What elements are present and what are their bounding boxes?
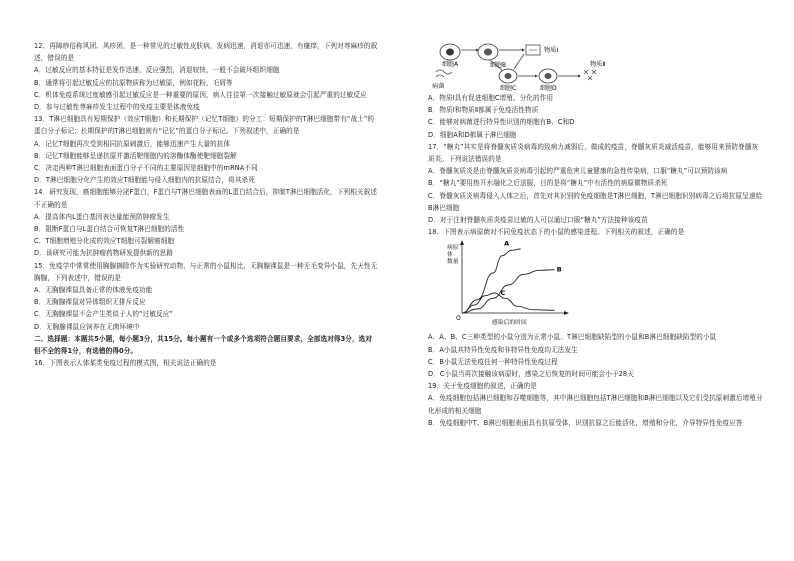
answer-option: D．参与过敏性荨麻疹发生过程中的免疫主要是体液免疫 — [34, 103, 200, 112]
answer-option: A．提高体内L蛋白基因表达量能预防肿瘤发生 — [34, 212, 170, 221]
answer-option: A．过敏反应的基本特征是发作迅速，反应强烈，消退较快，一般不会破坏组织细胞 — [34, 66, 280, 75]
cell-d-nucleus — [545, 73, 552, 79]
x-axis-arrow — [564, 311, 569, 315]
answer-option: C．无胸腺裸鼠不会产生类似于人的“过敏反应” — [34, 310, 173, 319]
answer-option: B．记忆T细胞能够呈递抗原并激活靶细胞内的溶酶体酶使靶细胞裂解 — [34, 151, 237, 160]
answer-option: B．A小鼠其特异性免疫和非特异性免疫均无法发生 — [428, 345, 578, 354]
answer-option: B．免疫细胞中T、B淋巴细胞表面具有抗原受体，识别抗原之后能活化，增殖和分化，介导特异性免疫应答 — [428, 418, 743, 427]
arrowhead — [578, 75, 581, 78]
figure-18-infection-chart — [446, 239, 570, 327]
infection-curve-chart — [446, 239, 570, 327]
question-stem: 17．“糖丸”其实是将脊髓灰质炎病毒的致病力减弱后，做成的疫苗，脊髓灰质炎减活疫苗，能够用来预防脊髓灰质炎。下列说法错误的是 — [428, 142, 759, 164]
question-stem: 16．下图表示人体某类免疫过程的模式图，相关说法正确的是 — [34, 359, 217, 368]
answer-option: D．细胞A和D都属于淋巴细胞 — [428, 130, 517, 139]
answer-option: A．记忆T细胞再次受到相同抗原刺激后，能够迅速产生大量的抗体 — [34, 139, 231, 148]
section-heading: 二、选择题：本题共5小题，每小题3分，共15分。每小题有一个或多个选项符合题目要求，全部选对得3分，选对但不全的得1分，有选错的得0分。 — [34, 334, 373, 356]
answer-option: A．A、B、C三种类型的小鼠分别为正常小鼠、T淋巴细胞缺陷型的小鼠和B淋巴细胞缺陷型的小鼠 — [428, 333, 717, 342]
question-stem: 19．关于免疫细胞的叙述，正确的是 — [428, 382, 537, 391]
series-C-line — [462, 293, 555, 313]
question-stem: 18．下图表示病原菌对不同免疫状态下的小鼠的感染进程。下列相关的叙述，正确的是 — [428, 228, 685, 237]
label-cell-a: 细胞A — [442, 61, 459, 68]
cell-a-nucleus — [446, 49, 454, 56]
arrow-substance-to-c — [514, 54, 524, 69]
origin-label: O — [456, 315, 461, 323]
answer-option: B．无胸腺裸鼠对异体组织无排斥反应 — [34, 298, 146, 307]
label-cell-c: 细胞C — [500, 85, 517, 92]
x-axis-label: 感染后的时间 — [492, 320, 527, 327]
question-stem: 12、再障痧俗称风团、风疹团，是一种常见的过敏性皮肤病，发病迅速，消退亦可迅速，有瘙痒，下列对荨麻疹的叙述，错误的是 — [34, 42, 378, 63]
label-pathogen: 病菌 — [432, 83, 445, 90]
y-axis-label-line1: 病原 — [447, 245, 459, 252]
label-substance-one: 物质Ⅰ — [544, 47, 559, 54]
arrowhead — [522, 49, 525, 52]
series-B-label: B — [556, 266, 562, 275]
series-B-line — [462, 270, 555, 313]
answer-option: A．无胸腺裸鼠具备正常的体液免疫功能 — [34, 286, 153, 295]
answer-option: C．能够对病菌进行特异性识别的细胞有B、C和D — [428, 118, 575, 127]
answer-option: C．B小鼠无法免疫任何一种特异性免疫过程 — [428, 357, 558, 366]
answer-option: C．脊髓灰质炎病毒侵入人体之后，首先对其识别的免疫细胞是T淋巴细胞，T淋巴细胞识别病毒之后将抗原呈递给B淋巴细胞 — [428, 191, 763, 212]
answer-option: B．阻断F蛋白与L蛋白结合可恢复T淋巴细胞的活性 — [34, 225, 185, 234]
right-text-block-b — [428, 331, 764, 429]
immune-process-diagram — [430, 36, 630, 92]
answer-option: C．机体免疫系统过度敏感引起过敏反应是一种重要的原因，病人往往第一次接触过敏原就会引起严重的过敏反应 — [34, 90, 367, 99]
label-substance-two: 物质Ⅱ — [590, 61, 606, 68]
figure-16-immune-process — [430, 36, 630, 92]
answer-option: C．T细胞增殖分化成的效应T细胞可裂解癌细胞 — [34, 237, 175, 246]
answer-option: B．“糖丸”要用热开水融化之后送服，目的是将“糖丸”中有活性的病原微物质杀死 — [428, 179, 668, 188]
answer-option: C．决定两种T淋巴细胞表面蛋白分子不同的主要原因是细胞中的mRNA不同 — [34, 164, 258, 173]
answer-option: D．该研究可能为抗肿瘤药物研发提供新的思路 — [34, 249, 174, 258]
cell-b-nucleus — [484, 49, 492, 56]
answer-option: D．T淋巴细胞分化产生的效应T细胞能与侵入细胞内的抗原结合，将其杀死 — [34, 176, 255, 185]
left-column — [34, 40, 378, 369]
label-cell-b: 细胞B — [490, 62, 507, 69]
series-A-label: A — [504, 240, 510, 249]
y-axis-label-line2: 体 — [447, 252, 453, 259]
antibody-marks — [584, 70, 596, 80]
pathogen-shape — [436, 75, 444, 77]
answer-option: A．免疫细胞包括淋巴细胞和吞噬细胞等，其中淋巴细胞包括T淋巴细胞和B淋巴细胞以及它们受抗原刺激后增殖分化形成的相关细胞 — [428, 394, 763, 415]
answer-option: D．对于注射脊髓灰质炎疫苗过敏的人可以通过口服“糖丸”方法接种该疫苗 — [428, 216, 648, 225]
question-stem: 15．免疫学中常常使用胸腺摘除作为实验研究动物，与正常的小鼠相比，无胸腺裸鼠是一种无毛变异小鼠，先天性无胸腺，下列表述中，错误的是 — [34, 261, 378, 282]
label-cell-d: 细胞D — [540, 85, 557, 92]
answer-option: D．C小鼠当再次接触该病原时，感染之后恢复的时间可能会小于28天 — [428, 370, 634, 379]
series-C-label: C — [500, 289, 506, 298]
answer-option: A．物质Ⅰ具有促进细胞C增殖、分化的作用 — [428, 94, 554, 102]
arrowhead — [535, 75, 538, 78]
y-axis-arrow — [460, 240, 464, 245]
pathogen-shape — [436, 70, 452, 74]
answer-option: B．物质Ⅰ和物质Ⅱ都属于免疫活性物质 — [428, 106, 539, 115]
question-stem: 14．研究发现，癌细胞能够分泌F蛋白，F蛋白与T淋巴细胞表面的L蛋白结合后，抑制T淋巴细胞活化，下列相关叙述不正确的是 — [34, 188, 378, 209]
answer-option: D．无胸腺裸鼠应饲养在无菌环境中 — [34, 322, 140, 331]
series-layer — [462, 240, 562, 313]
answer-option: B．通常将引起过敏反应的抗原物质称为过敏原，例如花粉，毛屑等 — [34, 78, 233, 87]
question-stem: 13．T淋巴细胞具有短期保护（效应T细胞）和长期保护（记忆T细胞）的分工：短期保护的T淋巴细胞带有“战士”的蛋白分子标记；长期保护的T淋巴细胞则有“记忆”的蛋白分子标记。下列叙述中，正确的是 — [34, 115, 375, 136]
answer-option: A．脊髓灰质炎是由脊髓灰质炎病毒引起的严重危害儿童健康的急性传染病，口服“糖丸”可以预防该病 — [428, 167, 728, 176]
right-column — [428, 36, 764, 429]
y-axis-label-line3: 数量 — [447, 259, 459, 266]
right-text-block-a — [428, 92, 764, 238]
cell-c-nucleus — [505, 73, 512, 79]
